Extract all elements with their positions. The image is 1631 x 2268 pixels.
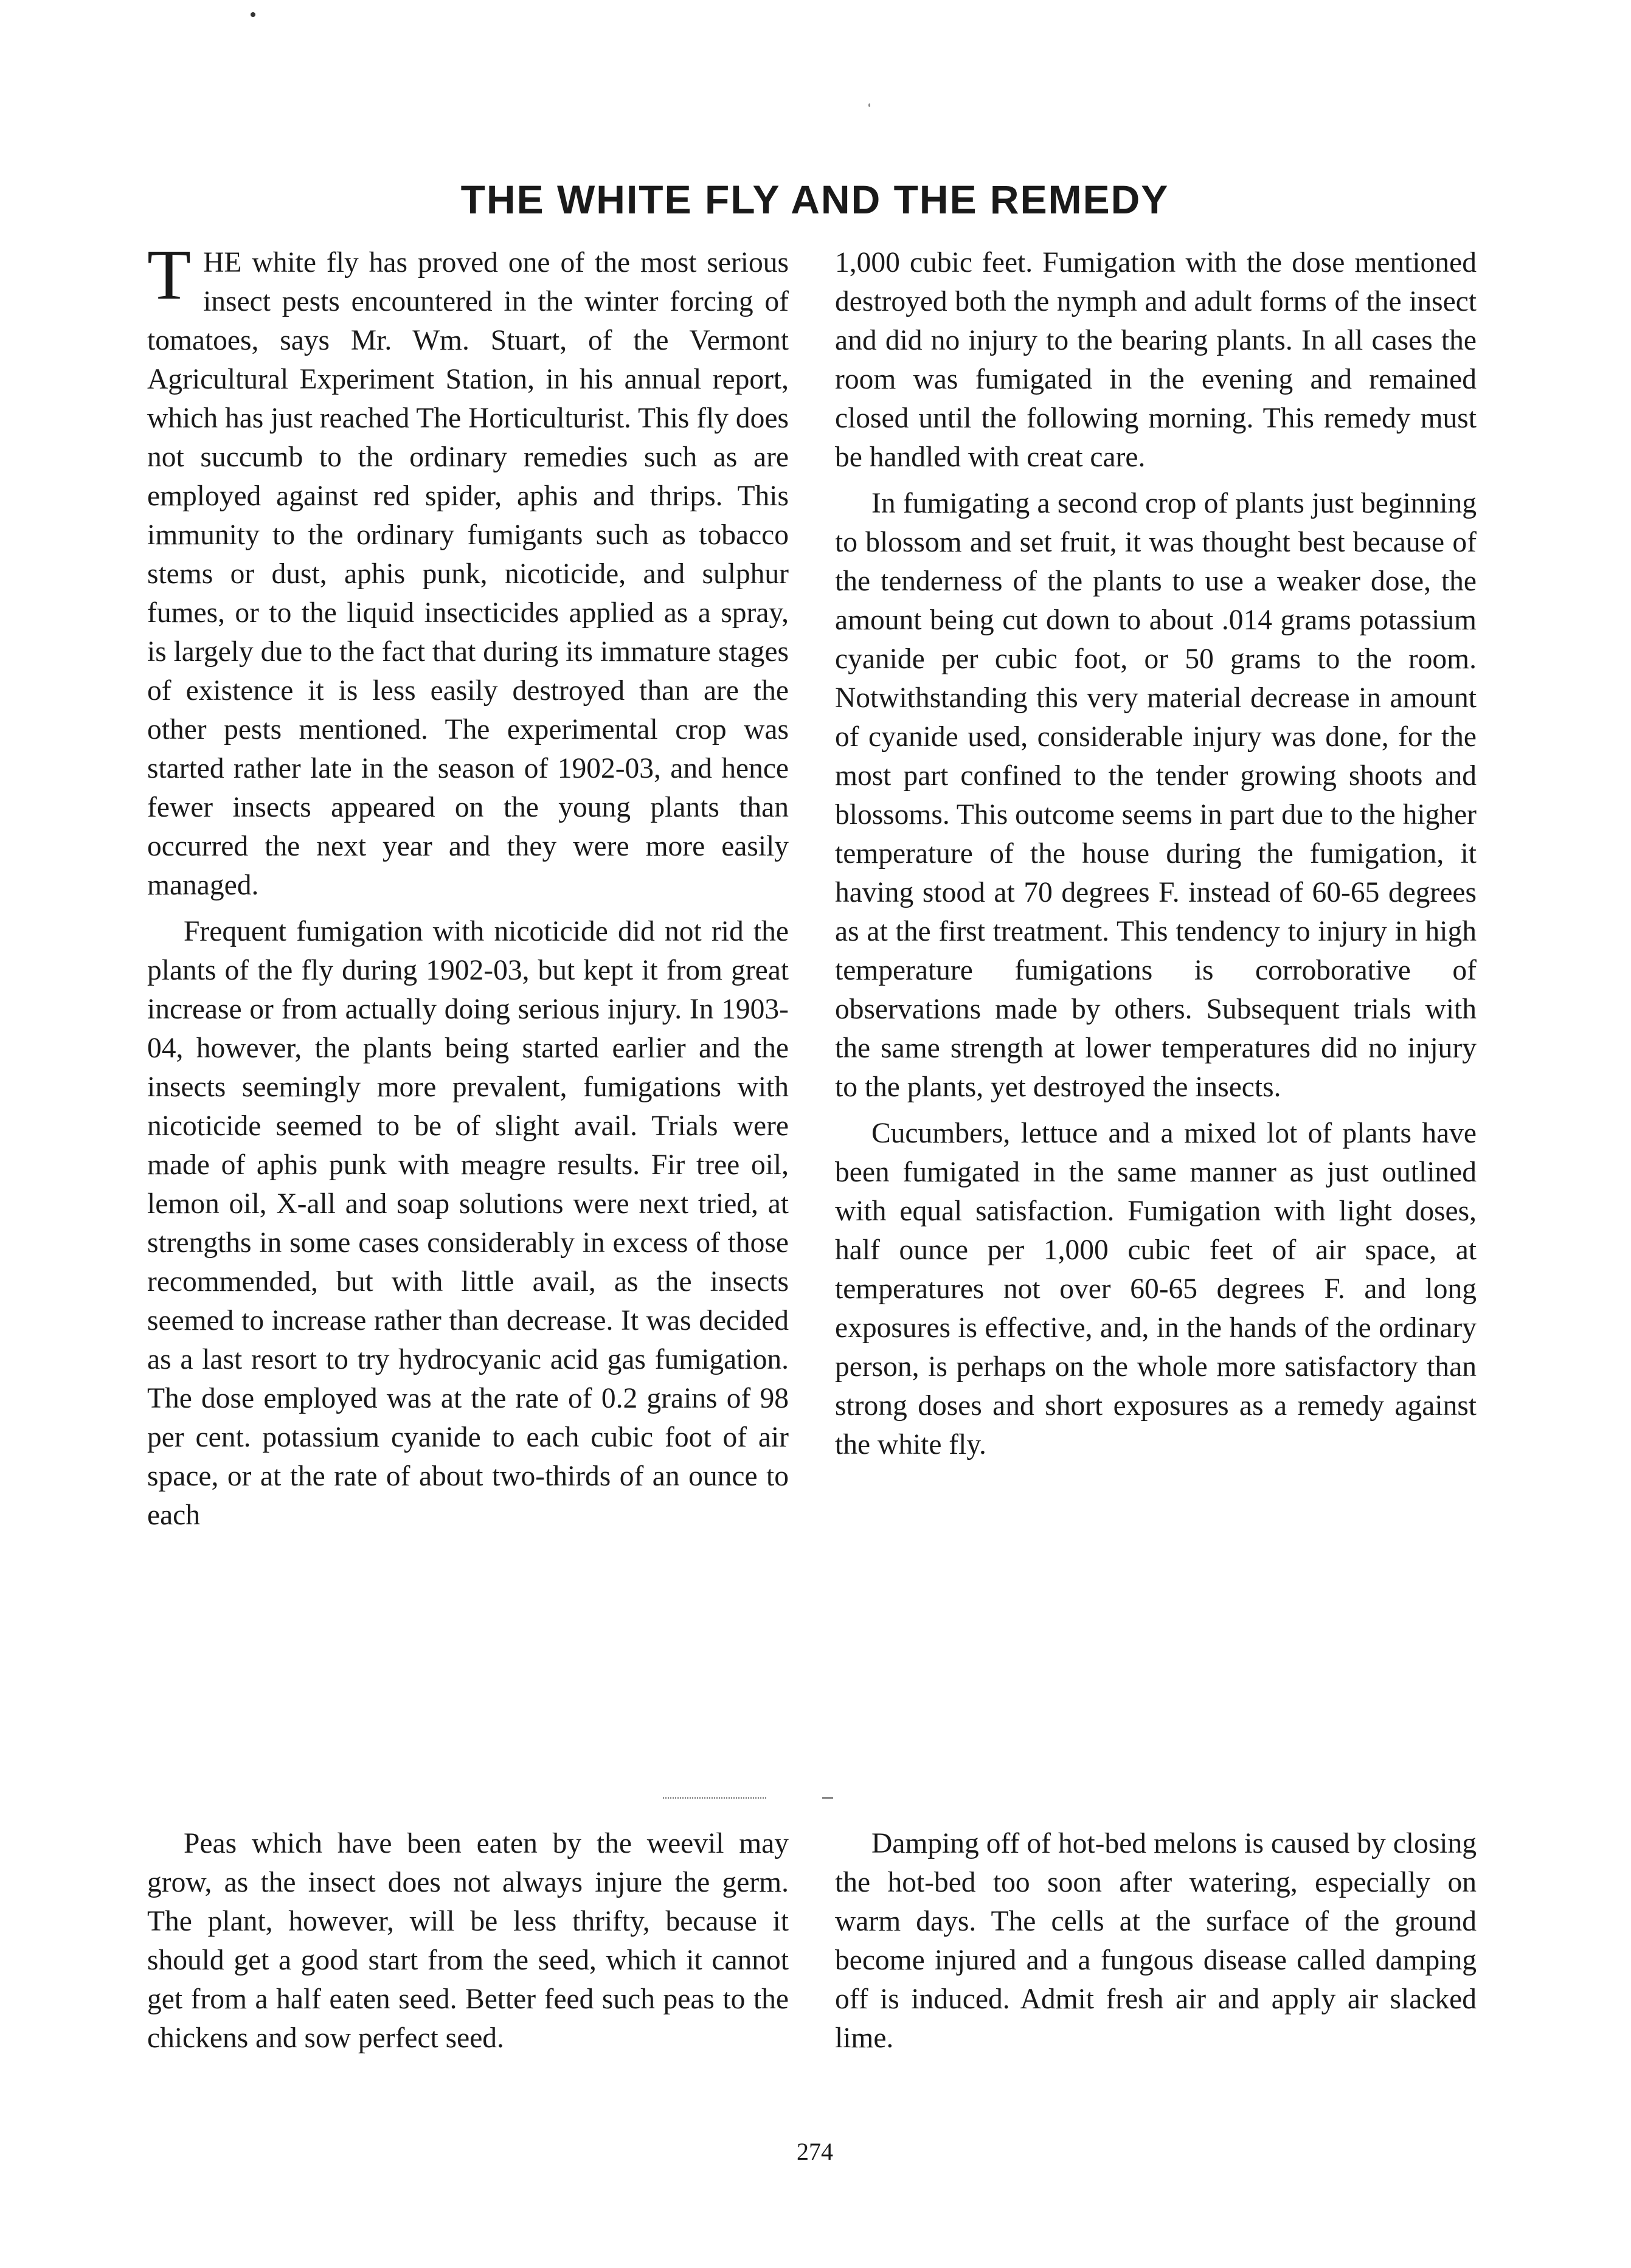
melons-note [835, 1824, 1477, 2110]
article-title: THE WHITE FLY AND THE REMEDY [460, 177, 1169, 222]
paragraph-3: In fumigating a second crop of plants just beginning to blossom and set fruit, it was thought best because of the tenderness of the plants to use a weaker dose, the amount being cut down to about .014 grams potassium cyanide per cubic foot, or 50 grams to the room. Notwithstanding this very material decrease in amount of cyanide used, considerable injury was done, for the most part confined to the tender growing shoots and blossoms. This outcome seems in part due to the higher temperature of the house during the fumigation, it having stood at 70 degrees F. instead of 60-65 degrees as at the first treatment. This tendency to injury in high temperature fumigations is corroborative of observations made by others. Subsequent trials with the same strength at lower temperatures did no injury to the plants, yet destroyed the insects. [835, 488, 1477, 1103]
peas-note-text: Peas which have been eaten by the weevil may grow, as the insect does not always injure the germ. The plant, however, will be less thrifty, because it should get a good start from the seed, which it cannot get from a half eaten seed. Better feed such peas to the chickens and sow perfect seed. [147, 1828, 789, 2054]
right-column [835, 243, 1477, 1782]
section-divider [663, 1797, 766, 1799]
paragraph-4: Cucumbers, lettuce and a mixed lot of plants have been fumigated in the same manner as just outlined with equal satisfaction. Fumigation with light doses, half ounce per 1,000 cubic feet of air space, at temperatures not over 60-65 degrees F. and long exposures is effective, and, in the hands of the ordinary person, is perhaps on the whole more satisfactory than strong doses and short exposures as a remedy against the white fly. [835, 1118, 1477, 1461]
peas-note [147, 1824, 789, 2110]
left-column [147, 243, 789, 1782]
drop-cap: T [147, 243, 192, 314]
print-speck [868, 103, 870, 107]
paragraph-1 [147, 243, 789, 905]
paragraph-2: Frequent fumigation with nicoticide did not rid the plants of the fly during 1902-03, but kept it from great increase or from actually doing serious injury. In 1903-04, however, the plants being started earlier and the insects seemingly more prevalent, fumigations with nicoticide seemed to be of slight avail. Trials were made of aphis punk with meagre results. Fir tree oil, lemon oil, X-all and soap solutions were next tried, at strengths in some cases considerably in excess of those recommended, but with little avail, as the insects seemed to increase rather than decrease. It was decided as a last resort to try hydrocyanic acid gas fumigation. The dose employed was at the rate of 0.2 grains of 98 per cent. potassium cyanide to each cubic foot of air space, or at the rate of about two-thirds of an ounce to each [147, 916, 789, 1531]
print-speck [251, 12, 255, 17]
section-divider [822, 1797, 833, 1799]
melons-note-text: Damping off of hot-bed melons is caused by closing the hot-bed too soon after watering, especially on warm days. The cells at the surface of the ground become injured and a fungous disease called damping off is induced. Admit fresh air and apply air slacked lime. [835, 1828, 1477, 2054]
paragraph-2-continued: 1,000 cubic feet. Fumigation with the dose mentioned destroyed both the nymph and adult forms of the insect and did no injury to the bearing plants. In all cases the room was fumigated in the evening and remained closed until the following morning. This remedy must be handled with creat care. [835, 247, 1477, 473]
paragraph-1-text: HE white fly has proved one of the most serious insect pests encountered in the winter forcing of tomatoes, says Mr. Wm. Stuart, of the Vermont Agricultural Experiment Station, in his annual report, which has just reached The Horticulturist. This fly does not succumb to the ordinary remedies such as are employed against red spider, aphis and thrips. This immunity to the ordinary fumigants such as tobacco stems or dust, aphis punk, nicoticide, and sulphur fumes, or to the liquid insecticides applied as a spray, is largely due to the fact that during its immature stages of existence it is less easily destroyed than are the other pests mentioned. The experimental crop was started rather late in the season of 1902-03, and hence fewer insects appeared on the young plants than occurred the next year and they were more easily managed. [147, 247, 789, 901]
page-number: 274 [797, 2138, 833, 2165]
